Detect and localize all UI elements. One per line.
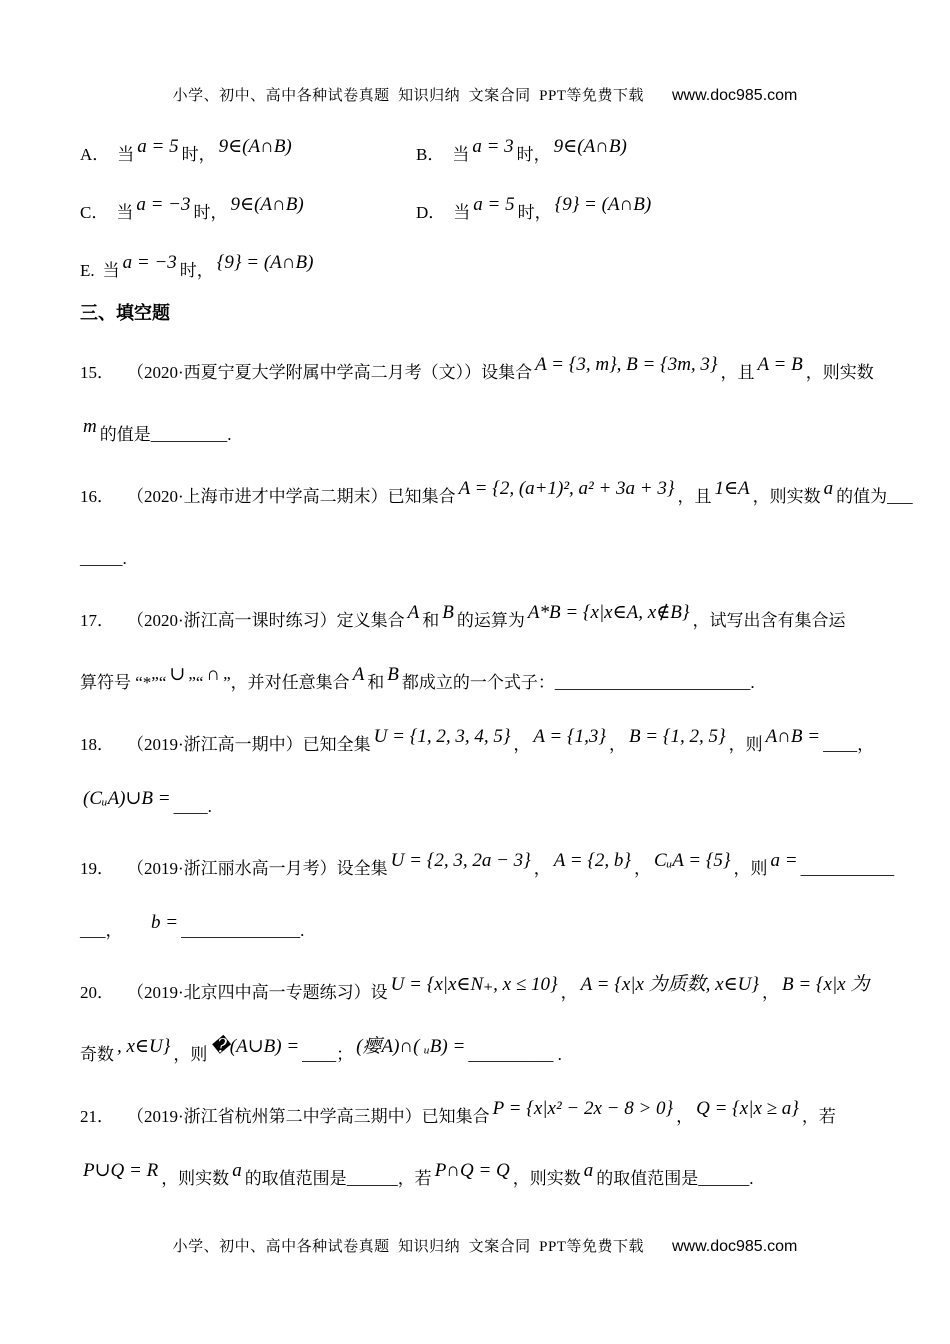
question-line: [80, 885, 890, 947]
text-run: .: [207, 797, 212, 816]
text-run: ，则实数: [161, 1169, 230, 1188]
text-run: 的运算为: [456, 611, 525, 630]
question: [80, 699, 890, 823]
option-label: C．: [80, 203, 109, 222]
question: [80, 575, 890, 699]
question-line: [80, 513, 890, 575]
text-run: ，则: [733, 859, 768, 878]
math-run: P∩Q = Q: [434, 1160, 510, 1181]
option-pre-text: 当: [102, 261, 120, 280]
answer-blank: __________: [468, 1045, 554, 1064]
answer-blank: _________: [150, 425, 228, 444]
choice-option: [416, 173, 890, 231]
question-line: [80, 947, 890, 1009]
question: [80, 327, 890, 451]
math-run: A = {2, (a+1)², a² + 3a + 3}: [458, 478, 675, 499]
question-line: [80, 1071, 890, 1133]
option-mid-text: 时，: [181, 145, 216, 164]
math-run: a: [583, 1160, 594, 1181]
math-run: B = {1, 2, 5}: [628, 726, 726, 747]
page-header: [80, 0, 890, 105]
question: [80, 947, 890, 1071]
option-mid-text: 时，: [193, 203, 228, 222]
option-row: [80, 173, 890, 231]
math-run: m: [83, 416, 97, 437]
text-run: .: [553, 1045, 562, 1064]
text-run: ，则实数: [805, 363, 874, 382]
text-run: 的取值范围是: [244, 1169, 347, 1188]
option-condition-formula: a = 3: [472, 136, 514, 157]
question-line: [80, 637, 890, 699]
math-run: ∪: [169, 664, 186, 685]
text-run: （2020·浙江高一课时练习）定义集合: [127, 611, 405, 630]
option-result-formula: {9} = (A∩B): [216, 252, 314, 273]
text-run: （2020·上海市进才中学高二期末）已知集合: [127, 487, 456, 506]
option-row: [80, 231, 890, 289]
text-run: （2019·浙江丽水高一月考）设全集: [127, 859, 388, 878]
math-run: a: [232, 1160, 242, 1181]
option-result-formula: 9∈(A∩B): [218, 136, 292, 157]
choice-option: [80, 231, 416, 289]
choice-option: [416, 115, 890, 173]
text-run: （2019·北京四中高一专题练习）设: [127, 983, 388, 1002]
answer-blank: _______________________: [554, 673, 751, 692]
math-run: A∩B =: [765, 726, 821, 747]
text-run: （2019·浙江高一期中）已知全集: [127, 735, 371, 754]
text-run: 的值是: [99, 425, 151, 444]
math-run: P = {x|x² − 2x − 8 > 0}: [492, 1098, 674, 1119]
text-run: ，: [676, 1107, 694, 1126]
text-run: 和: [422, 611, 440, 630]
text-run: ，则实数: [512, 1169, 581, 1188]
text-run: .: [749, 1169, 754, 1188]
text-run: ，: [560, 983, 578, 1002]
text-run: ”，并对任意集合: [223, 673, 350, 692]
math-run: U = {x|x∈N₊, x ≤ 10}: [390, 974, 558, 995]
math-run: A = {x|x 为质数, x∈U}: [580, 974, 759, 995]
math-run: ∩: [206, 664, 221, 685]
footer-site-url: www.doc985.com: [671, 1238, 798, 1255]
text-run: .: [750, 673, 755, 692]
math-run: b =: [151, 912, 179, 933]
text-run: ，试写出含有集合运: [692, 611, 846, 630]
question-line: [80, 1009, 890, 1071]
option-condition-formula: a = 5: [137, 136, 179, 157]
math-run: �(A∪B) =: [210, 1036, 300, 1057]
question-line: [80, 823, 895, 885]
text-run: ，: [857, 735, 875, 754]
text-run: .: [122, 549, 127, 568]
math-run: , x∈U}: [117, 1036, 171, 1057]
choice-option: [80, 173, 416, 231]
text-run: ，且: [720, 363, 755, 382]
math-run: (CᵤA)∪B =: [83, 788, 171, 809]
question-line: [80, 761, 890, 823]
answer-blank: ____: [823, 735, 858, 754]
section-heading: 三、填空题: [80, 303, 170, 323]
math-run: Q = {x|x ≥ a}: [696, 1098, 799, 1119]
question-line: [80, 389, 890, 451]
text-run: ”“: [188, 673, 204, 692]
text-run: ，则实数: [752, 487, 821, 506]
answer-blank: ____: [302, 1045, 337, 1064]
question: [80, 823, 895, 947]
option-row: [80, 115, 890, 173]
choice-options: [80, 115, 890, 289]
text-run: 算符号 “*”“: [80, 673, 167, 692]
math-run: A = {3, m}, B = {3m, 3}: [535, 354, 718, 375]
answer-blank: ______: [698, 1169, 750, 1188]
option-pre-text: 当: [452, 145, 470, 164]
answer-blank: ______________: [181, 921, 301, 940]
text-run: 的值为: [836, 487, 888, 506]
text-run: 的取值范围是: [596, 1169, 699, 1188]
text-run: ，: [761, 983, 779, 1002]
choice-option: [80, 115, 416, 173]
option-pre-text: 当: [117, 145, 135, 164]
text-run: .: [300, 921, 305, 940]
math-run: B = {x|x 为: [781, 974, 870, 995]
option-pre-text: 当: [453, 203, 471, 222]
answer-blank: _____: [80, 549, 123, 568]
text-run: ，: [513, 735, 531, 754]
question-number: 18．: [80, 735, 114, 754]
option-mid-text: 时，: [516, 145, 551, 164]
option-result-formula: 9∈(A∩B): [230, 194, 304, 215]
option-pre-text: 当: [116, 203, 134, 222]
text-run: .: [227, 425, 232, 444]
math-run: A = B: [757, 354, 803, 375]
question-number: 16．: [80, 487, 114, 506]
question-number: 20．: [80, 983, 114, 1002]
math-run: A*B = {x|x∈A, x∉B}: [527, 602, 690, 623]
math-run: B: [387, 664, 399, 685]
math-run: U = {2, 3, 2a − 3}: [390, 850, 531, 871]
text-run: ，则: [728, 735, 763, 754]
text-run: 都成立的一个式子：: [401, 673, 555, 692]
answer-blank: ______: [346, 1169, 398, 1188]
text-run: ；: [336, 1045, 354, 1064]
question-line: [80, 699, 890, 761]
question-line: [80, 1133, 890, 1195]
question-line: [80, 451, 913, 513]
text-run: 奇数: [80, 1045, 114, 1064]
math-run: U = {1, 2, 3, 4, 5}: [373, 726, 511, 747]
answer-blank: ____: [173, 797, 208, 816]
question-number: 17．: [80, 611, 114, 630]
math-run: a: [823, 478, 834, 499]
header-promo-text: 小学、初中、高中各种试卷真题 知识归纳 文案合同 PPT等免费下载: [172, 88, 644, 104]
text-run: 和: [367, 673, 385, 692]
option-mid-text: 时，: [179, 261, 214, 280]
option-label: E.: [80, 261, 95, 280]
text-run: ，若: [397, 1169, 432, 1188]
question-number: 21．: [80, 1107, 114, 1126]
option-label: D．: [416, 203, 446, 222]
question-line: [80, 575, 890, 637]
text-run: ，则: [173, 1045, 208, 1064]
option-label: A．: [80, 145, 110, 164]
math-run: a =: [770, 850, 798, 871]
answer-blank: ___: [80, 921, 106, 940]
text-run: ，: [105, 921, 148, 940]
math-run: CᵤA = {5}: [654, 850, 731, 871]
option-condition-formula: a = 5: [473, 194, 515, 215]
option-label: B．: [416, 145, 445, 164]
math-run: P∪Q = R: [83, 1160, 159, 1181]
math-run: A = {2, b}: [553, 850, 632, 871]
text-run: ，且: [677, 487, 712, 506]
question: [80, 451, 913, 575]
answer-blank: ___: [887, 487, 913, 506]
option-result-formula: 9∈(A∩B): [553, 136, 627, 157]
text-run: ，: [533, 859, 551, 878]
text-run: （2020·西夏宁夏大学附属中学高二月考（文））设集合: [127, 363, 533, 382]
math-run: A: [352, 664, 365, 685]
question: [80, 1071, 890, 1195]
text-run: ，: [608, 735, 626, 754]
footer-promo-text: 小学、初中、高中各种试卷真题 知识归纳 文案合同 PPT等免费下载: [172, 1239, 644, 1255]
page-footer: [80, 1235, 890, 1256]
text-run: ，: [634, 859, 652, 878]
answer-blank: ___________: [800, 859, 895, 878]
question-list: [80, 327, 913, 1195]
math-run: A = {1,3}: [533, 726, 606, 747]
question-number: 15．: [80, 363, 114, 382]
question-line: [80, 327, 890, 389]
text-run: （2019·浙江省杭州第二中学高三期中）已知集合: [127, 1107, 490, 1126]
option-condition-formula: a = −3: [122, 252, 177, 273]
header-site-url: www.doc985.com: [671, 87, 798, 104]
math-run: B: [442, 602, 454, 623]
question-number: 19．: [80, 859, 114, 878]
option-mid-text: 时，: [517, 203, 552, 222]
text-run: ，若: [801, 1107, 836, 1126]
option-condition-formula: a = −3: [136, 194, 191, 215]
math-run: (瘿A)∩( ᵤB) =: [356, 1036, 466, 1057]
math-run: A: [407, 602, 420, 623]
math-run: 1∈A: [714, 478, 750, 499]
option-result-formula: {9} = (A∩B): [554, 194, 652, 215]
